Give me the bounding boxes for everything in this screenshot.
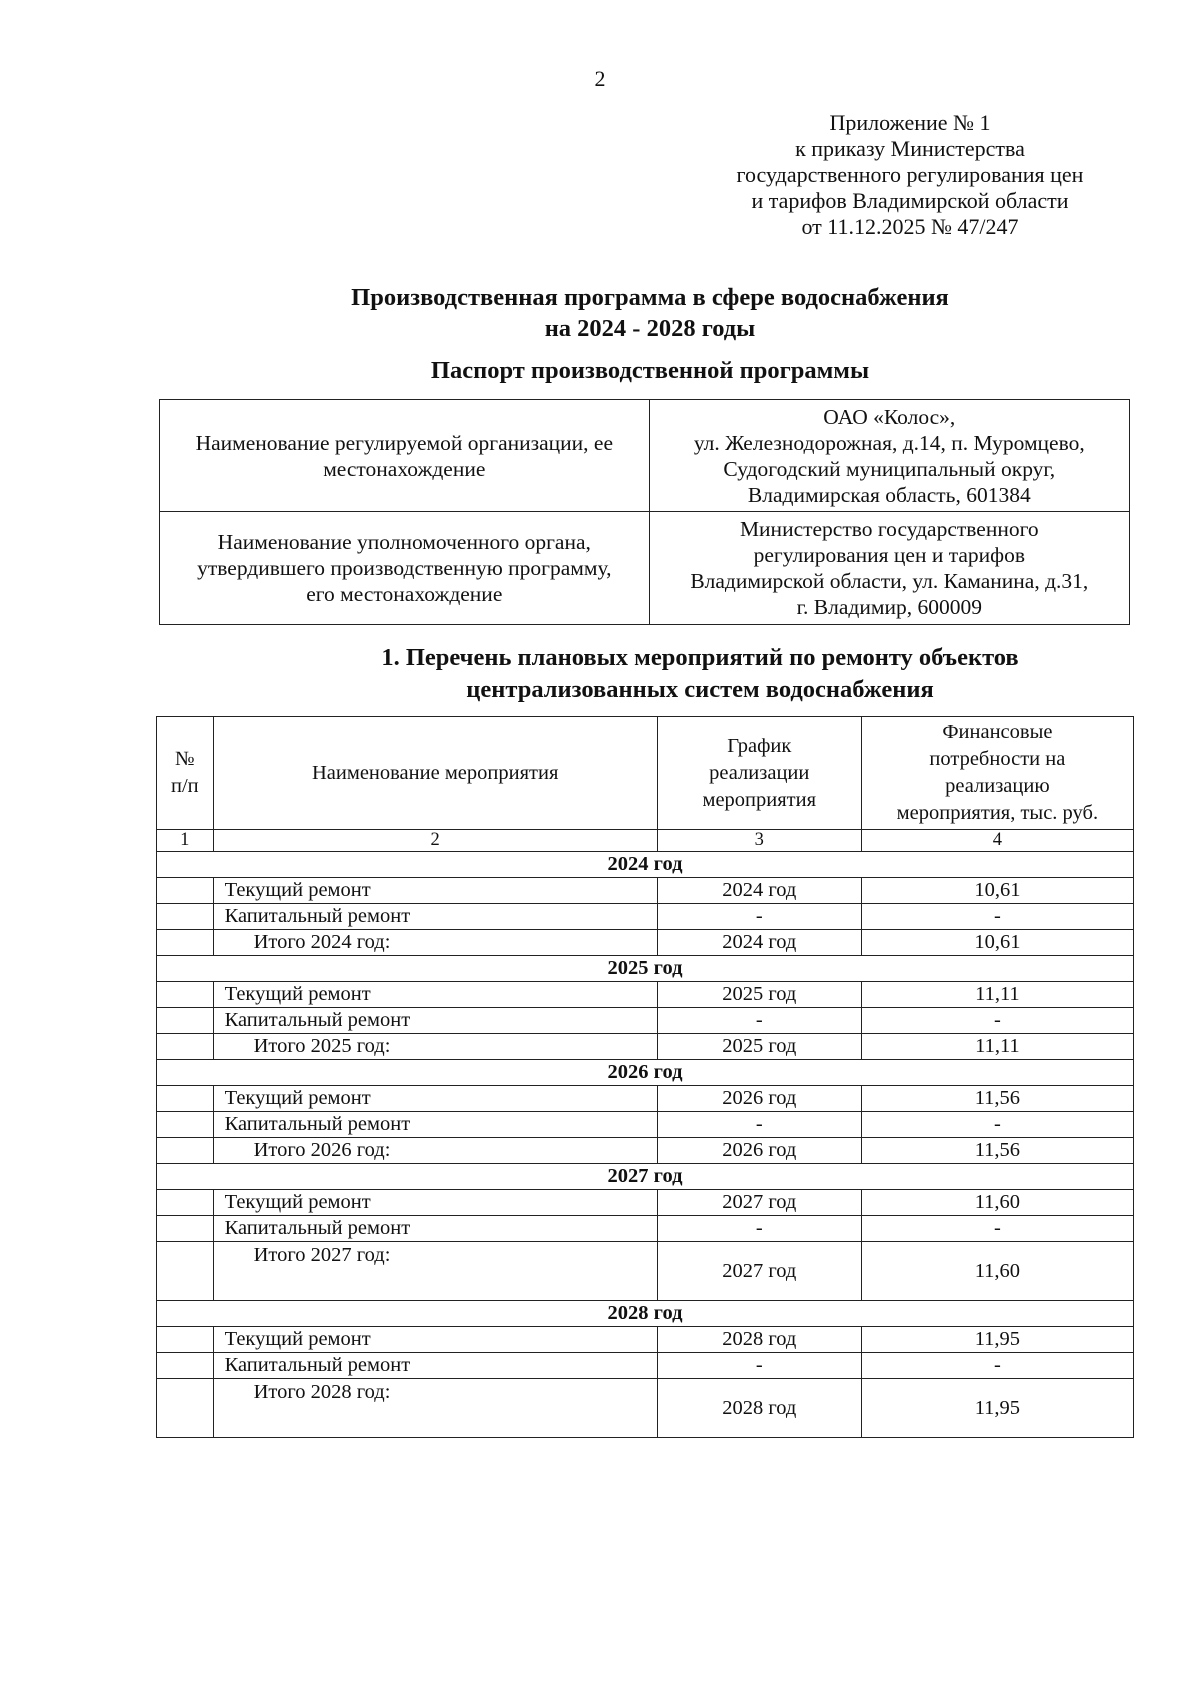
section-heading-line: централизованных систем водоснабжения	[466, 676, 934, 703]
table-row	[157, 930, 1134, 956]
event-schedule: -	[657, 1353, 861, 1379]
table-row	[157, 1379, 1134, 1438]
header-line: потребности на	[929, 748, 1066, 770]
row-num	[157, 1327, 214, 1353]
event-name: Текущий ремонт	[213, 982, 657, 1008]
event-schedule: 2028 год	[657, 1327, 861, 1353]
year-label: 2025 год	[157, 956, 1134, 982]
event-name: Капитальный ремонт	[213, 1112, 657, 1138]
table-row	[157, 1353, 1134, 1379]
event-schedule: 2026 год	[657, 1138, 861, 1164]
passport-value-line: Министерство государственного	[739, 517, 1039, 541]
table-row	[157, 878, 1134, 904]
event-amount: 11,95	[861, 1327, 1133, 1353]
event-name: Итого 2025 год:	[213, 1034, 657, 1060]
table-row	[157, 904, 1134, 930]
header-line: мероприятия, тыс. руб.	[896, 802, 1099, 824]
event-name: Итого 2024 год:	[213, 930, 657, 956]
row-num	[157, 1034, 214, 1060]
table-row	[157, 1242, 1134, 1301]
passport-label-line: Наименование уполномоченного органа,	[217, 530, 591, 554]
header-finance	[861, 717, 1133, 830]
event-schedule: 2025 год	[657, 1034, 861, 1060]
row-num	[157, 1216, 214, 1242]
event-name: Текущий ремонт	[213, 878, 657, 904]
year-row	[157, 1164, 1134, 1190]
event-amount: 11,56	[861, 1138, 1133, 1164]
table-row	[157, 1112, 1134, 1138]
event-name: Текущий ремонт	[213, 1327, 657, 1353]
passport-value-line: ул. Железнодорожная, д.14, п. Муромцево,	[693, 430, 1085, 455]
year-label: 2024 год	[157, 852, 1134, 878]
passport-label-line: его местонахождение	[306, 582, 503, 606]
page-number: 2	[594, 66, 606, 91]
appendix-line: от 11.12.2025 № 47/247	[801, 214, 1019, 239]
table-row	[157, 1138, 1134, 1164]
header-line: реализации	[709, 761, 810, 784]
header-num	[157, 717, 214, 830]
event-name: Капитальный ремонт	[213, 1353, 657, 1379]
passport-label-cell	[160, 400, 650, 512]
event-amount: -	[861, 1353, 1133, 1379]
passport-value-line: Владимирской области, ул. Каманина, д.31,	[690, 569, 1089, 593]
passport-value-line: г. Владимир, 600009	[796, 595, 982, 619]
title-line: на 2024 - 2028 годы	[544, 315, 756, 342]
column-number: 4	[861, 830, 1133, 852]
year-row	[157, 852, 1134, 878]
event-schedule: 2027 год	[657, 1190, 861, 1216]
event-schedule: 2026 год	[657, 1086, 861, 1112]
passport-value-line: регулирования цен и тарифов	[753, 543, 1026, 567]
year-row	[157, 956, 1134, 982]
event-amount: -	[861, 1008, 1133, 1034]
appendix-block	[700, 110, 1120, 240]
row-num	[157, 1112, 214, 1138]
event-name: Капитальный ремонт	[213, 904, 657, 930]
events-table	[156, 716, 1134, 1438]
passport-label-line: местонахождение	[323, 456, 486, 481]
table-row	[157, 1034, 1134, 1060]
column-number: 3	[657, 830, 861, 852]
row-num	[157, 1353, 214, 1379]
header-name	[213, 717, 657, 830]
row-num	[157, 1138, 214, 1164]
event-name: Итого 2027 год:	[213, 1242, 657, 1301]
event-amount: -	[861, 1216, 1133, 1242]
header-line: Финансовые	[942, 721, 1053, 743]
event-amount: 11,60	[861, 1190, 1133, 1216]
header-line: мероприятия	[702, 788, 817, 811]
table-row	[157, 1190, 1134, 1216]
year-row	[157, 1301, 1134, 1327]
column-number-row	[157, 830, 1134, 852]
event-name: Текущий ремонт	[213, 1086, 657, 1112]
event-name: Капитальный ремонт	[213, 1216, 657, 1242]
header-line: График	[727, 734, 792, 757]
passport-value-line: Судогодский муниципальный округ,	[723, 456, 1056, 481]
section-1-heading	[200, 642, 1200, 706]
event-schedule: -	[657, 1008, 861, 1034]
event-schedule: 2025 год	[657, 982, 861, 1008]
appendix-line: Приложение № 1	[829, 110, 991, 135]
year-label: 2027 год	[157, 1164, 1134, 1190]
event-name: Итого 2028 год:	[213, 1379, 657, 1438]
appendix-line: к приказу Министерства	[795, 136, 1025, 161]
event-amount: 11,56	[861, 1086, 1133, 1112]
row-num	[157, 904, 214, 930]
row-num	[157, 878, 214, 904]
event-amount: 11,11	[861, 982, 1133, 1008]
table-row	[157, 1086, 1134, 1112]
section-heading-line: 1. Перечень плановых мероприятий по ремонту объектов	[381, 644, 1019, 671]
year-label: 2028 год	[157, 1301, 1134, 1327]
event-schedule: -	[657, 1216, 861, 1242]
passport-value-line: Владимирская область, 601384	[747, 482, 1031, 507]
passport-label-cell	[160, 512, 650, 625]
event-amount: -	[861, 1112, 1133, 1138]
header-line: п/п	[170, 775, 199, 797]
event-name: Итого 2026 год:	[213, 1138, 657, 1164]
passport-row	[160, 400, 1130, 512]
column-number: 1	[157, 830, 214, 852]
event-schedule: 2027 год	[657, 1242, 861, 1301]
year-row	[157, 1060, 1134, 1086]
event-schedule: 2024 год	[657, 878, 861, 904]
event-name: Капитальный ремонт	[213, 1008, 657, 1034]
events-header-row	[157, 717, 1134, 830]
passport-label-line: Наименование регулируемой организации, ее	[195, 430, 614, 455]
passport-value-line: ОАО «Колос»,	[823, 404, 956, 429]
year-label: 2026 год	[157, 1060, 1134, 1086]
passport-heading: Паспорт производственной программы	[430, 357, 870, 384]
header-line: реализацию	[945, 775, 1050, 797]
table-row	[157, 982, 1134, 1008]
passport-label-line: утвердившего производственную программу,	[197, 556, 612, 580]
event-amount: 10,61	[861, 878, 1133, 904]
appendix-line: и тарифов Владимирской области	[751, 188, 1069, 213]
document-title	[150, 282, 1150, 344]
title-line: Производственная программа в сфере водоснабжения	[351, 284, 949, 311]
event-amount: 10,61	[861, 930, 1133, 956]
row-num	[157, 982, 214, 1008]
event-schedule: -	[657, 904, 861, 930]
appendix-line: государственного регулирования цен	[736, 162, 1084, 187]
passport-value-cell	[649, 400, 1129, 512]
table-row	[157, 1008, 1134, 1034]
header-schedule	[657, 717, 861, 830]
header-line: №	[175, 748, 195, 770]
event-amount: -	[861, 904, 1133, 930]
passport-row	[160, 512, 1130, 625]
passport-value-cell	[649, 512, 1129, 625]
row-num	[157, 1008, 214, 1034]
table-row	[157, 1216, 1134, 1242]
row-num	[157, 930, 214, 956]
table-row	[157, 1327, 1134, 1353]
column-number: 2	[213, 830, 657, 852]
event-schedule: 2028 год	[657, 1379, 861, 1438]
row-num	[157, 1242, 214, 1301]
passport-table	[159, 399, 1130, 625]
event-amount: 11,60	[861, 1242, 1133, 1301]
row-num	[157, 1086, 214, 1112]
header-line: Наименование мероприятия	[311, 761, 559, 784]
event-amount: 11,95	[861, 1379, 1133, 1438]
row-num	[157, 1190, 214, 1216]
event-schedule: -	[657, 1112, 861, 1138]
event-schedule: 2024 год	[657, 930, 861, 956]
row-num	[157, 1379, 214, 1438]
event-name: Текущий ремонт	[213, 1190, 657, 1216]
event-amount: 11,11	[861, 1034, 1133, 1060]
